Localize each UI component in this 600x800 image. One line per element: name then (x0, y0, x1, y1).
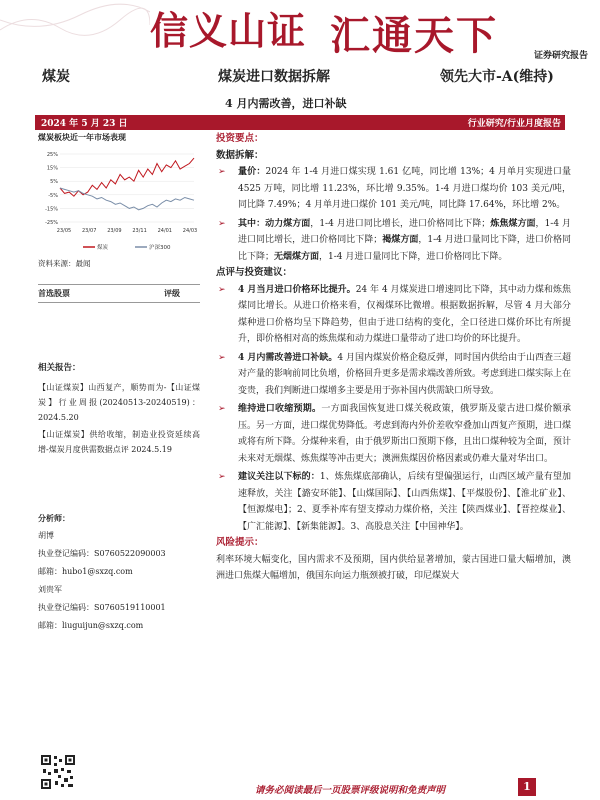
bullet-recommendations: ➢ 建议关注以下标的：1、炼焦煤底部确认，后续有望偏强运行，山西区域产量有望加速释放，关注【潞安环能】、【山煤国际】、【山西焦煤】、【平煤股份】、【淮北矿业】、【恒源煤电】；2、夏季补库有望支撑动力煤价格，关注【陕西煤业】、【晋控煤业】、【广汇能源】、【新集能源】。3、高股息关注【中国神华】。 (216, 469, 571, 535)
related-report-item[interactable]: 【山证煤炭】山西复产，顺势而为-【山证煤炭】行业周报(20240513-20240519)：2024.5.20 (38, 383, 200, 422)
arrow-icon: ➢ (218, 352, 226, 363)
picks-label: 首选股票 (38, 288, 70, 298)
y-tick-label: -15% (45, 206, 58, 213)
performance-chart (38, 144, 200, 259)
report-date: 2024 年 5 月 23 日 (41, 119, 128, 129)
disclaimer: 请务必阅读最后一页股票评级说明和免责声明 (255, 785, 446, 796)
arrow-icon: ➢ (218, 167, 226, 177)
banner-subtitle: 证券研究报告 (533, 51, 588, 61)
report-type: 行业研究/行业月度报告 (467, 119, 561, 129)
analyst-email[interactable]: 邮箱：liuguijun@sxzq.com (38, 621, 144, 630)
arrow-icon: ➢ (218, 404, 226, 414)
bullet-import-contraction: ➢ 维持进口收缩预期。一方面我国恢复进口煤关税政策，俄罗斯及蒙古进口煤价额承压。另一方面，进口煤优势降低。考虑到海内外价差收窄叠加山西复产预期，进口煤或将有所下降。分煤种来看，由于俄罗斯出口预期下修，且出口煤种较为全面，预计未来对无烟煤、炼焦煤等冲击更大；澳洲焦煤因价格因素或仍难大量对华出口。 (216, 401, 571, 467)
x-tick-label: 23/05 (56, 228, 72, 234)
x-tick-label: 24/01 (157, 228, 173, 234)
divider (38, 302, 200, 303)
x-tick-label: 23/07 (81, 228, 97, 234)
divider (38, 284, 200, 285)
bullet-price-rise: ➢ 4 月当月进口价格环比提升。24 年 4 月煤炭进口增速同比下降，其中动力煤和炼焦煤同比增长。从进口价格来看，仅褐煤环比微增。根据数据拆解，尽管 4 月大部分煤种进口价格均呈下降趋势，但由于进口结构的变化，全口径进口煤价环比有所提升，即价格相对高的炼焦煤和动力煤进口量带动了进口均价的环比提升。 (216, 282, 571, 348)
y-tick-label: -5% (48, 192, 58, 199)
x-tick-label: 23/09 (107, 228, 122, 234)
header-banner (0, 0, 600, 62)
series-line (60, 158, 194, 196)
comment-heading: 点评与投资建议： (216, 267, 293, 278)
report-header (0, 66, 600, 88)
invest-heading: 投资要点： (216, 133, 264, 144)
bullet-volume-price: ➢ 量价：2024 年 1-4 月进口煤实现 1.61 亿吨，同比增 13%；4 月单月实现进口量 4525 万吨，同比增 11.23%，环比增 9.35%。1-4 月进口煤均价 103 美元/吨，同比降 7.49%；4 月单月进口煤价 101 美元/吨，同比降 17.64%，环比增 2%。 (216, 164, 571, 214)
report-subtitle: 4 月内需改善，进口补缺 (225, 97, 347, 110)
legend-label: 沪深300 (149, 245, 171, 251)
y-tick-label: 25% (46, 152, 58, 158)
related-report-item[interactable]: 【山证煤炭】供给收缩，制造业投资延续高增-煤炭月度供需数据点评 2024.5.19 (38, 430, 200, 454)
analyst-cert: 执业登记编码：S0760522090003 (38, 549, 166, 558)
picks-header (38, 288, 200, 299)
page-number: 1 (518, 778, 536, 796)
x-tick-label: 23/11 (132, 228, 147, 234)
footer (0, 778, 600, 800)
bullet-breakdown: ➢ 其中：动力煤方面，1-4 月进口同比增长，进口价格同比下降；炼焦煤方面，1-4 月进口同比增长，进口价格同比下降；褐煤方面，1-4 月进口量同比下降，进口价格同比下降；无烟煤方面，1-4 月进口量同比下降，进口价格同比下降。 (216, 216, 571, 266)
qr-code-icon (40, 754, 76, 790)
report-title: 煤炭进口数据拆解 (218, 69, 330, 85)
logo-right-text: 汇通天下 (330, 12, 498, 59)
risk-text: 利率环境大幅变化，国内需求不及预期，国内供给显著增加，蒙古国进口量大幅增加，澳洲进口焦煤大幅增加，俄国东向运力瓶颈被打破，印尼煤炭大 (216, 554, 571, 581)
date-bar (35, 115, 565, 130)
analysts-label: 分析师： (38, 513, 70, 523)
legend-label: 煤炭 (97, 245, 109, 251)
analyst-name: 刘贵军 (38, 585, 62, 594)
picks-rating-label: 评级 (164, 288, 180, 298)
analyst-cert: 执业登记编码：S0760519110001 (38, 603, 166, 612)
main-content (216, 131, 571, 585)
logo-left-text: 信义山证 (150, 8, 307, 53)
risk-heading: 风险提示： (216, 537, 264, 548)
related-reports-title: 相关报告： (38, 363, 81, 373)
data-heading: 数据拆解： (216, 149, 264, 161)
y-tick-label: 5% (50, 179, 58, 186)
sidebar (38, 130, 200, 630)
analyst-name: 胡博 (38, 531, 54, 540)
analyst-email[interactable]: 邮箱：hubo1@sxzq.com (38, 567, 133, 576)
chart-title: 煤炭板块近一年市场表现 (38, 132, 126, 142)
chart-source: 资料来源：最闻 (38, 259, 91, 268)
y-tick-label: -25% (45, 220, 58, 226)
y-tick-label: 15% (46, 165, 58, 172)
arrow-icon: ➢ (218, 284, 226, 295)
sector-label: 煤炭 (42, 69, 70, 85)
bullet-demand: ➢ 4 月内需改善进口补缺。4 月国内煤炭价格企稳反弹，同时国内供给由于山西查三超对产量的影响前同比负增，价格回升更多是需求端改善所致。考虑到进口煤实际上在变贵，我们判断进口煤增多主要是用于弥补国内供需缺口所导致。 (216, 350, 571, 400)
x-tick-label: 24/03 (182, 228, 198, 234)
series-line (60, 188, 194, 210)
banner-decoration (0, 0, 150, 40)
arrow-icon: ➢ (218, 472, 226, 482)
rating-label: 领先大市-A(维持) (440, 69, 554, 85)
analysts (38, 509, 200, 635)
related-reports (38, 380, 200, 459)
arrow-icon: ➢ (218, 218, 226, 229)
